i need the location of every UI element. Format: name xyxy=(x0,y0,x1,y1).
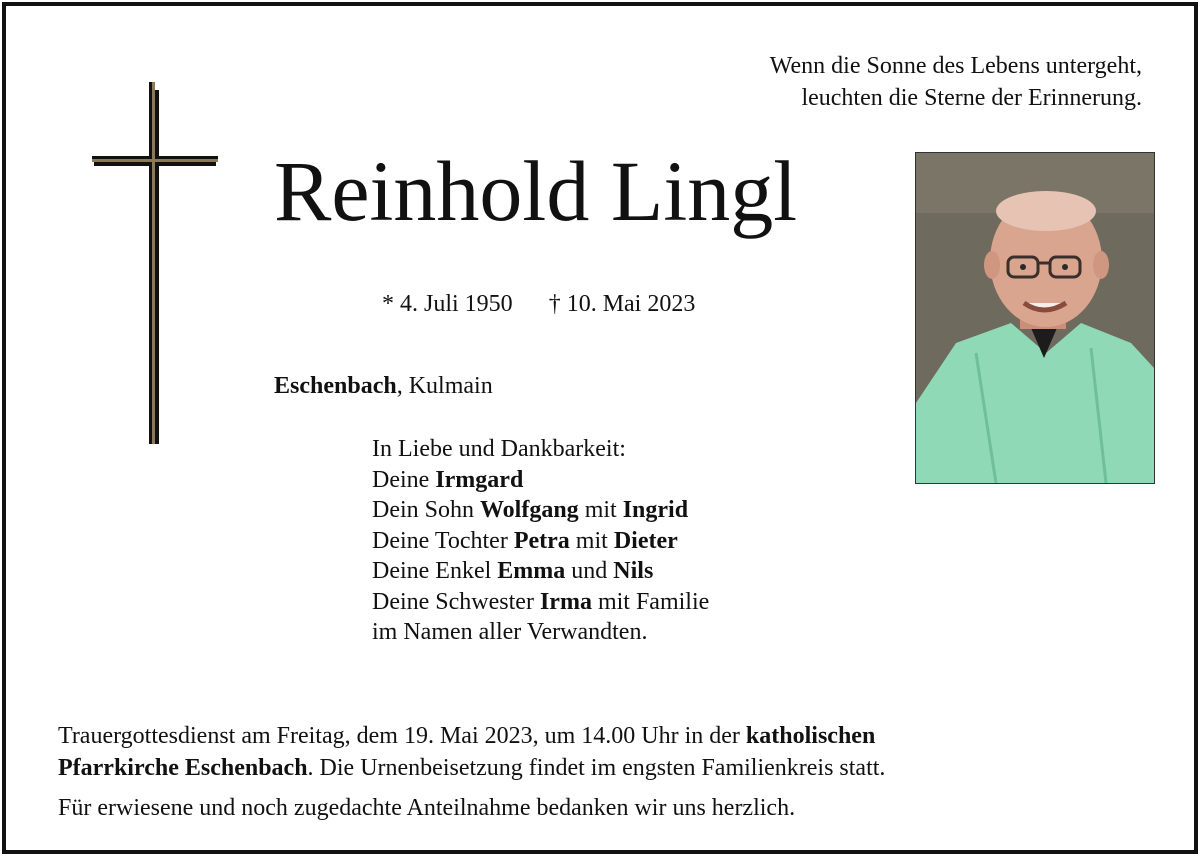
cross-icon xyxy=(92,82,218,444)
service-info xyxy=(58,720,885,784)
mourner-connector: und xyxy=(565,558,614,584)
motto-line-2: leuchten die Sterne der Erinnerung. xyxy=(801,85,1142,111)
motto-line-1: Wenn die Sonne des Lebens untergeht, xyxy=(769,53,1142,79)
mourner-relation: Deine Schwester xyxy=(372,588,540,615)
mourner-relation: Deine Tochter xyxy=(372,527,514,554)
mourner-name: Petra xyxy=(513,527,570,554)
mourner-name: Emma xyxy=(497,558,566,584)
places xyxy=(274,370,493,402)
mourners-list xyxy=(372,434,709,648)
funeral-notice xyxy=(58,720,885,824)
life-dates xyxy=(382,288,695,320)
church-name: Pfarrkirche Eschenbach xyxy=(58,755,308,781)
place-primary: Eschenbach xyxy=(274,373,397,399)
mourners-closing: im Namen aller Verwandten. xyxy=(372,619,648,645)
mourner-connector: mit xyxy=(578,497,623,523)
mourner-name: Irma xyxy=(539,588,592,615)
death-symbol: † xyxy=(548,291,561,317)
mourner-name: Nils xyxy=(613,558,654,584)
mourner-relation: Deine xyxy=(372,466,436,493)
burial-text: . Die Urnenbeisetzung findet im engsten Familienkreis statt. xyxy=(307,755,886,781)
thanks-text: Für erwiesene und noch zugedachte Anteilnahme bedanken wir uns herzlich. xyxy=(58,795,796,821)
birth-date: 4. Juli 1950 xyxy=(400,291,513,317)
service-text: Trauergottesdienst am Freitag, dem 19. Mai 2023, um 14.00 Uhr in der xyxy=(58,723,746,749)
church-name-part: katholischen xyxy=(745,723,876,749)
portrait-illustration xyxy=(916,153,1154,483)
death-date: 10. Mai 2023 xyxy=(566,291,696,317)
mourner-name: Irmgard xyxy=(435,466,524,493)
place-secondary: , Kulmain xyxy=(396,373,493,399)
mourner-connector: mit Familie xyxy=(591,588,710,615)
mourner-relation: Dein Sohn xyxy=(372,497,480,523)
mourner-connector: mit xyxy=(569,527,614,554)
mourner-relation: Deine Enkel xyxy=(372,558,498,584)
mourner-name: Ingrid xyxy=(622,497,689,523)
deceased-name: Reinhold Lingl xyxy=(274,143,798,239)
mourner-line xyxy=(372,465,709,496)
mourner-name: Wolfgang xyxy=(480,497,579,523)
portrait-photo xyxy=(915,152,1155,484)
mourner-line xyxy=(372,526,709,557)
mourner-line xyxy=(372,587,709,618)
mourners-intro: In Liebe und Dankbarkeit: xyxy=(372,436,626,462)
born-symbol: * xyxy=(382,291,394,317)
obituary-card xyxy=(2,2,1198,854)
motto xyxy=(770,50,1142,114)
mourner-name: Dieter xyxy=(613,527,678,554)
mourner-line xyxy=(372,495,709,526)
mourner-line xyxy=(372,556,709,587)
